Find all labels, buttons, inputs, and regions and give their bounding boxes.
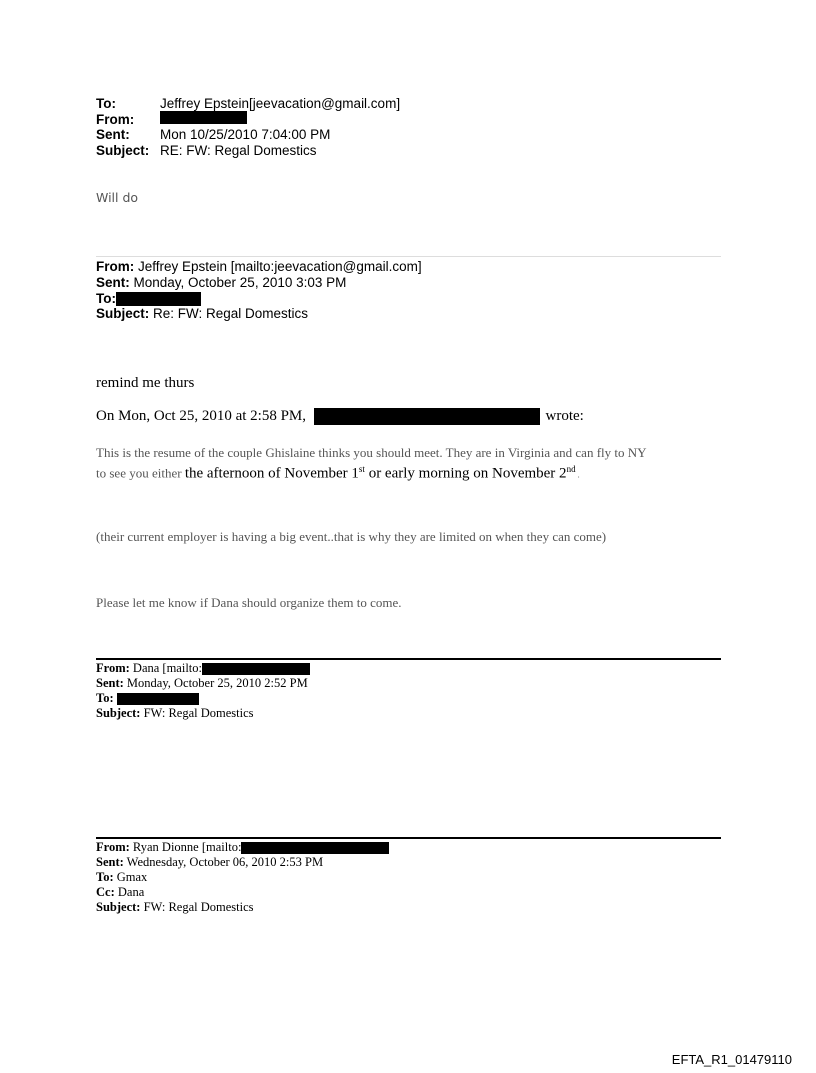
quote-line-1: This is the resume of the couple Ghislaine thinks you should meet. They are in Virginia and can fly to NY (96, 445, 647, 460)
msg2-body: remind me thurs (96, 375, 195, 391)
msg4-cc-label: Cc: (96, 885, 115, 899)
msg2-from-label: From: (96, 259, 135, 274)
msg3-subject-label: Subject: (96, 706, 141, 720)
redaction-block (116, 292, 201, 306)
from-label: From: (96, 112, 135, 127)
reply-body: Will do (96, 190, 139, 205)
msg4-to-value: Gmax (113, 870, 148, 884)
quote-intro (96, 408, 584, 425)
quote-intro-suffix: wrote: (545, 408, 584, 424)
msg4-cc-value: Dana (114, 885, 145, 899)
redaction-block (241, 842, 389, 854)
redaction-block (314, 408, 540, 425)
quote-paragraph-2: (their current employer is having a big event..that is why they are limited on when they can come) (96, 529, 607, 544)
redaction-block (117, 693, 199, 705)
quote-line-2b: the afternoon of November 1 (184, 465, 359, 482)
msg2-to-label: To: (96, 290, 116, 306)
document-id: EFTA_R1_01479110 (671, 1052, 792, 1067)
quote-line-2c: or early morning on November 2 (364, 465, 567, 482)
subject-value: RE: FW: Regal Domestics (160, 143, 317, 158)
to-label: To: (96, 96, 116, 111)
quoted-body (96, 444, 736, 483)
msg3-sent-value: Monday, October 25, 2010 2:52 PM (123, 676, 308, 690)
msg4-sent-value: Wednesday, October 06, 2010 2:53 PM (123, 855, 324, 869)
quote-intro-prefix: On Mon, Oct 25, 2010 at 2:58 PM, (96, 408, 306, 424)
quote-line-2d: . (575, 470, 580, 480)
msg4-from-value: Ryan Dionne [mailto: (129, 840, 242, 854)
msg2-sent-value: Monday, October 25, 2010 3:03 PM (129, 274, 347, 290)
msg4-sent-label: Sent: (96, 855, 124, 869)
quote-line-2 (96, 461, 736, 483)
msg4-from-label: From: (96, 840, 130, 854)
to-value: Jeffrey Epstein[jeevacation@gmail.com] (160, 96, 401, 111)
msg3-sent-label: Sent: (96, 676, 124, 690)
msg3-from-label: From: (96, 661, 130, 675)
sent-label: Sent: (96, 127, 130, 142)
separator-line (96, 256, 721, 257)
msg4-to-label: To: (96, 870, 114, 884)
msg4-subject-label: Subject: (96, 900, 141, 914)
msg2-sent-label: Sent: (96, 274, 130, 290)
msg2-subject-label: Subject: (96, 306, 150, 322)
message-4-header (96, 840, 389, 915)
msg3-subject-value: FW: Regal Domestics (140, 706, 254, 720)
message-3-header (96, 661, 310, 721)
msg3-from-value: Dana [mailto: (129, 661, 202, 675)
redaction-block (160, 111, 247, 124)
quote-sup-st: st (358, 464, 365, 474)
message-2-header (96, 259, 422, 322)
redaction-block (202, 663, 310, 675)
separator-line (96, 658, 721, 660)
separator-line (96, 837, 721, 839)
sent-value: Mon 10/25/2010 7:04:00 PM (160, 127, 331, 142)
quote-sup-nd: nd (566, 464, 576, 474)
msg2-subject-value: Re: FW: Regal Domestics (149, 306, 309, 322)
msg3-to-label: To: (96, 691, 114, 705)
msg2-from-value: Jeffrey Epstein [mailto:jeevacation@gmail.com] (134, 259, 422, 274)
quote-line-2a: to see you either (96, 465, 185, 481)
msg4-subject-value: FW: Regal Domestics (140, 900, 254, 914)
quote-paragraph-3: Please let me know if Dana should organize them to come. (96, 595, 402, 610)
subject-label: Subject: (96, 143, 150, 158)
